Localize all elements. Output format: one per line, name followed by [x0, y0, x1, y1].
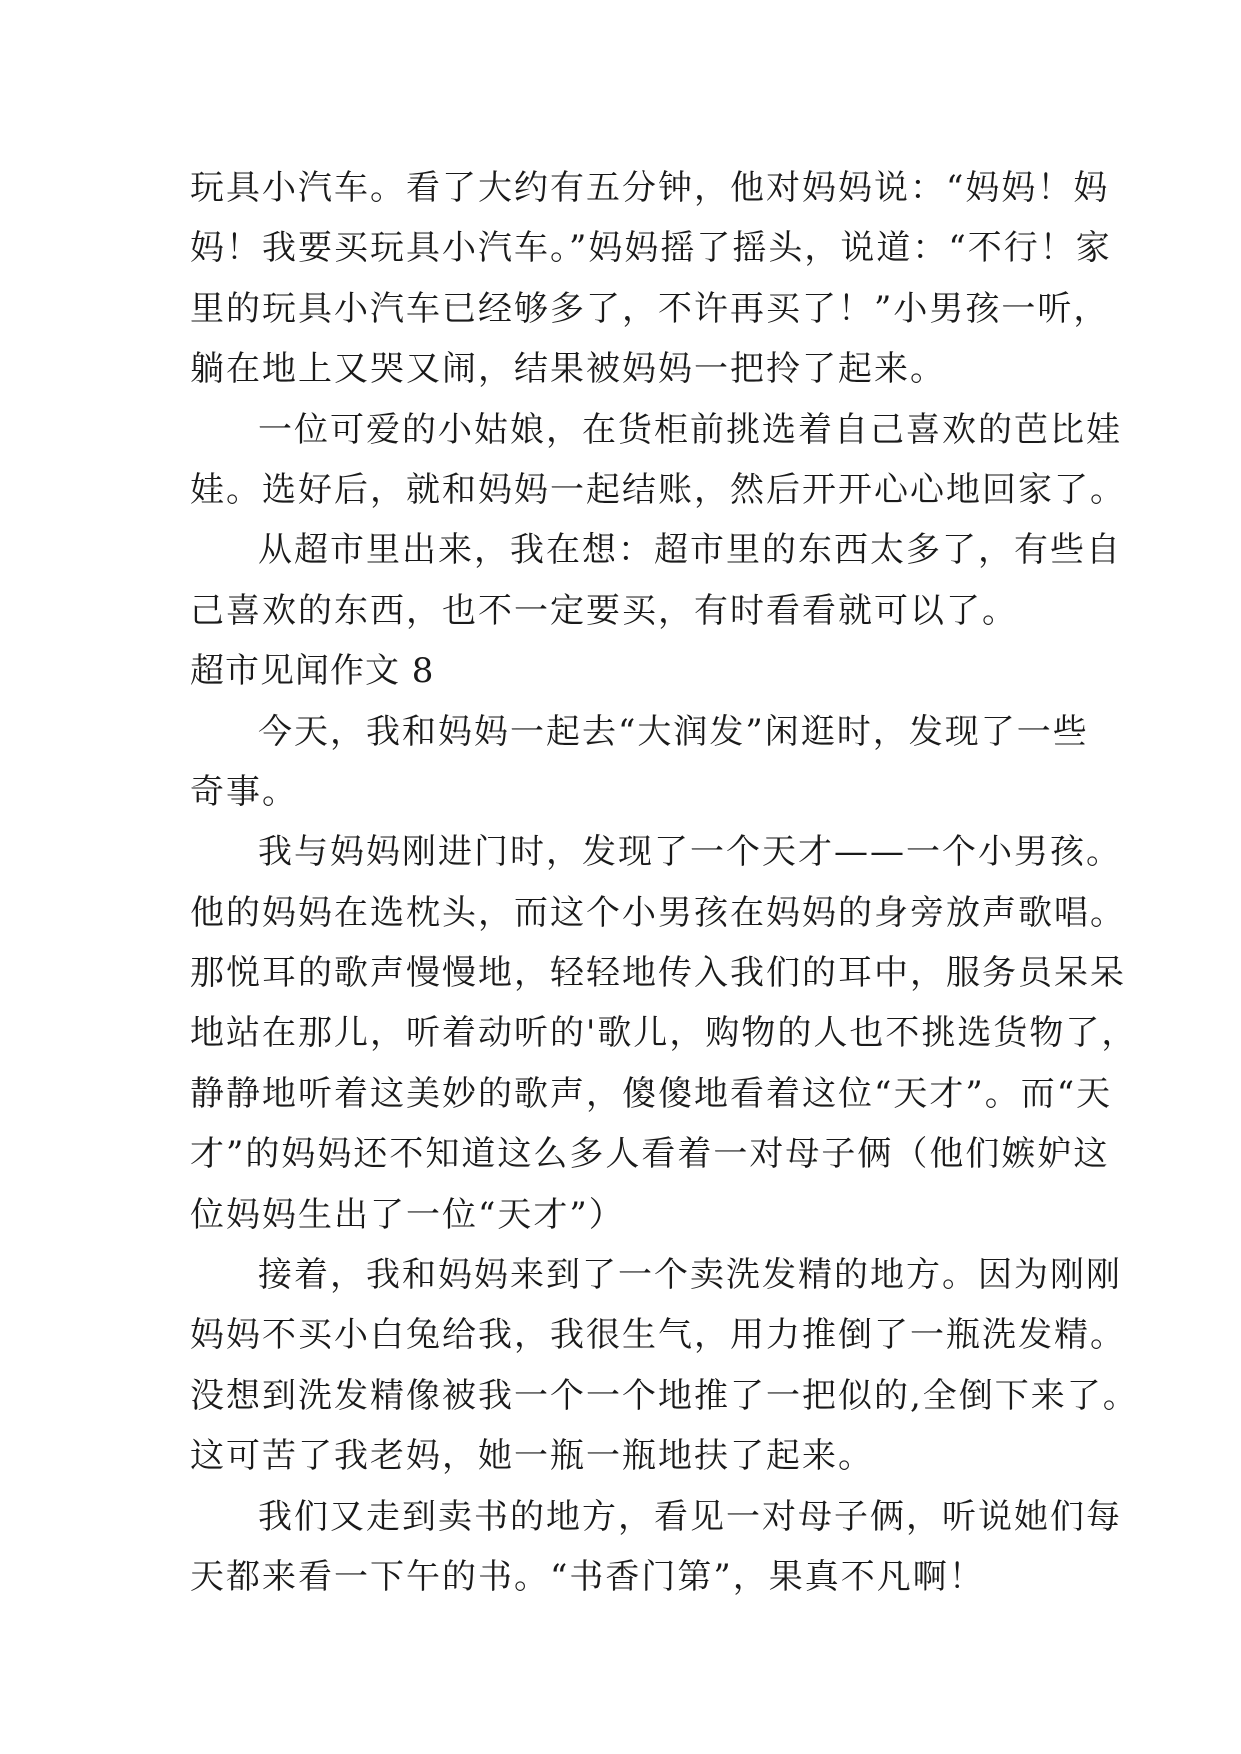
text-line: 天都来看一下午的书。“书香门第”，果真不凡啊！: [190, 1556, 985, 1597]
text-line: 今天，我和妈妈一起去“大润发”闲逛时，发现了一些: [258, 711, 1089, 752]
text-line: 娃。选好后，就和妈妈一起结账，然后开开心心地回家了。: [190, 469, 1126, 510]
text-line: 那悦耳的歌声慢慢地，轻轻地传入我们的耳中，服务员呆呆: [190, 953, 1126, 994]
text-line: 妈！我要买玩具小汽车。”妈妈摇了摇头，说道：“不行！家: [190, 228, 1112, 269]
text-line: 一位可爱的小姑娘，在货柜前挑选着自己喜欢的芭比娃: [258, 409, 1122, 450]
text-line: 里的玩具小汽车已经够多了，不许再买了！”小男孩一听，: [190, 288, 1110, 329]
text-line: 接着，我和妈妈来到了一个卖洗发精的地方。因为刚刚: [258, 1255, 1122, 1296]
paragraph-shampoo: [190, 1245, 1139, 1487]
paragraph-books: [190, 1487, 1122, 1608]
text-line: 地站在那儿，听着动听的'歌儿，购物的人也不挑选货物了，: [190, 1013, 1138, 1054]
text-line: 位妈妈生出了一位“天才”）: [190, 1194, 625, 1235]
text-line: 躺在地上又哭又闹，结果被妈妈一把拎了起来。: [190, 349, 946, 390]
essay-title: [190, 641, 1070, 701]
text-line: 才”的妈妈还不知道这么多人看着一对母子俩（他们嫉妒这: [190, 1134, 1110, 1175]
text-line: 奇事。: [190, 771, 298, 812]
text-line: 我与妈妈刚进门时，发现了一个天才——一个小男孩。: [258, 832, 1122, 873]
paragraph-barbie: [190, 400, 1126, 521]
paragraph-reflection: [190, 520, 1122, 641]
essay-text: [190, 158, 1139, 1607]
text-line: 妈妈不买小白兔给我，我很生气，用力推倒了一瓶洗发精。: [190, 1315, 1126, 1356]
text-line: 这可苦了我老妈，她一瓶一瓶地扶了起来。: [190, 1436, 874, 1477]
text-line: 静静地听着这美妙的歌声，傻傻地看着这位“天才”。而“天: [190, 1073, 1113, 1114]
text-line: 玩具小汽车。看了大约有五分钟，他对妈妈说：“妈妈！妈: [190, 168, 1110, 208]
text-line: 从超市里出来，我在想：超市里的东西太多了，有些自: [258, 530, 1122, 571]
text-line: 我们又走到卖书的地方，看见一对母子俩，听说她们每: [258, 1496, 1122, 1537]
text-line: 他的妈妈在选枕头，而这个小男孩在妈妈的身旁放声歌唱。: [190, 892, 1126, 933]
paragraph-toy-car: [190, 158, 1112, 400]
text-line: 己喜欢的东西，也不一定要买，有时看看就可以了。: [190, 590, 1018, 631]
paragraph-intro: [190, 702, 1089, 823]
text-line: 没想到洗发精像被我一个一个地推了一把似的,全倒下来了。: [190, 1375, 1139, 1416]
essay-title-text: 超市见闻作文 8: [190, 651, 435, 692]
paragraph-genius: [190, 822, 1138, 1245]
